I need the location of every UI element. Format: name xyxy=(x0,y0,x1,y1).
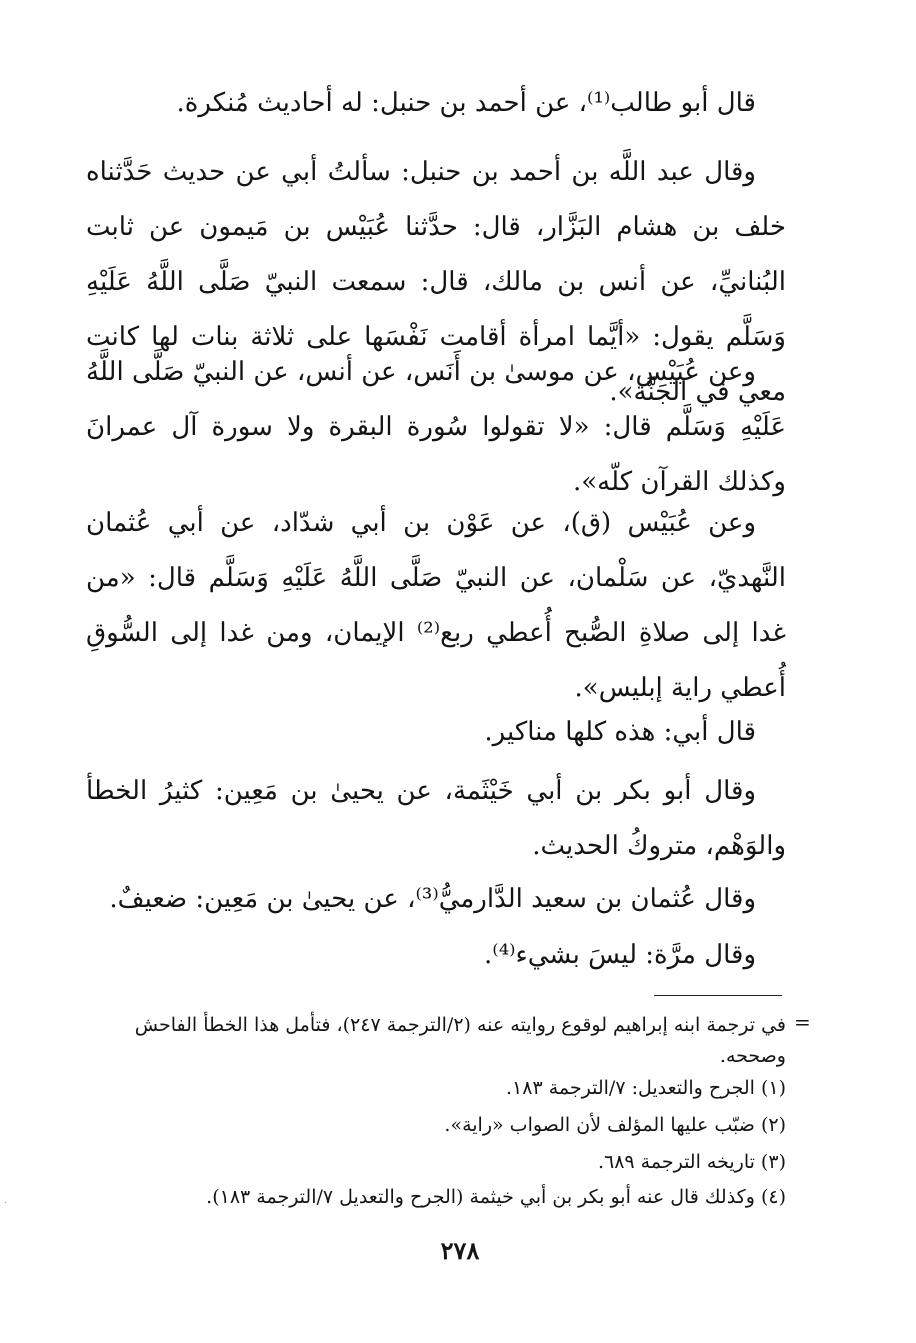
paragraph-6: وقال أبو بكر بن أبي خَيْثَمة، عن يحيىٰ بن مَعِين: كثيرُ الخطأ والوَهْم، متروكُ الحديث. xyxy=(86,776,786,861)
paragraph-2: وقال عبد اللَّه بن أحمد بن حنبل: سألتُ أبي عن حديث حَدَّثناه خلف بن هشام البَزَّار، قال: حدَّثنا عُبَيْس بن مَيمون عن ثابت البُنانيِّ، عن أنس بن مالك، قال: سمعت النبيّ صَلَّى اللَّهُ عَلَيْهِ وَسَلَّم يقول: «أيَّما امرأة أقامت نَفْسَها على ثلاثة بنات لها كانت معي في الجَنَّة». xyxy=(86,157,786,407)
footnote-continuation-marker: = xyxy=(794,1010,811,1034)
footnote-1: (١) الجرح والتعديل: ٧/الترجمة ١٨٣. xyxy=(506,1077,786,1099)
footnote-3: (٣) تاريخه الترجمة ٦٨٩. xyxy=(597,1151,786,1173)
footnote-4: (٤) وكذلك قال عنه أبو بكر بن أبي خيثمة (الجرح والتعديل ٧/الترجمة ١٨٣). xyxy=(206,1186,786,1208)
paragraph-4: وعن عُبَيْس (ق)، عن عَوْن بن أبي شدّاد، عن أبي عُثمان النَّهديّ، عن سَلْمان، عن النبيّ صَلَّى اللَّهُ عَلَيْهِ وَسَلَّم قال: «من غدا إلى صلاةِ الصُّبح أُعطي ربع⁽²⁾ الإيمان، ومن غدا إلى السُّوقِ أُعطي راية إبليس». xyxy=(86,508,786,703)
footnote-separator xyxy=(654,995,782,996)
paragraph-7: وقال عُثمان بن سعيد الدَّارميُّ⁽³⁾، عن يحيىٰ بن مَعِين: ضعيفٌ. xyxy=(109,884,756,914)
paragraph-5: قال أبي: هذه كلها مناكير. xyxy=(484,717,756,747)
paragraph-8: وقال مرَّة: ليسَ بشيء⁽⁴⁾. xyxy=(484,940,756,970)
footnote-continuation: في ترجمة ابنه إبراهيم لوقوع روايته عنه (٢/الترجمة ٢٤٧)، فتأمل هذا الخطأ الفاحش وصححه. xyxy=(134,1014,786,1067)
scan-speck: · xyxy=(4,1198,8,1209)
page-number: ٢٧٨ xyxy=(440,1236,480,1265)
paragraph-3: وعن عُبَيْس، عن موسىٰ بن أَنَس، عن أنس، عن النبيّ صَلَّى اللَّهُ عَلَيْهِ وَسَلَّم قال: «لا تقولوا سُورة البقرة ولا سورة آل عمرانَ وكذلك القرآن كلّه». xyxy=(86,357,786,497)
paragraph-1: قال أبو طالب⁽¹⁾، عن أحمد بن حنبل: له أحاديث مُنكرة. xyxy=(176,88,756,118)
footnote-2: (٢) ضبّب عليها المؤلف لأن الصواب «راية». xyxy=(444,1114,786,1136)
